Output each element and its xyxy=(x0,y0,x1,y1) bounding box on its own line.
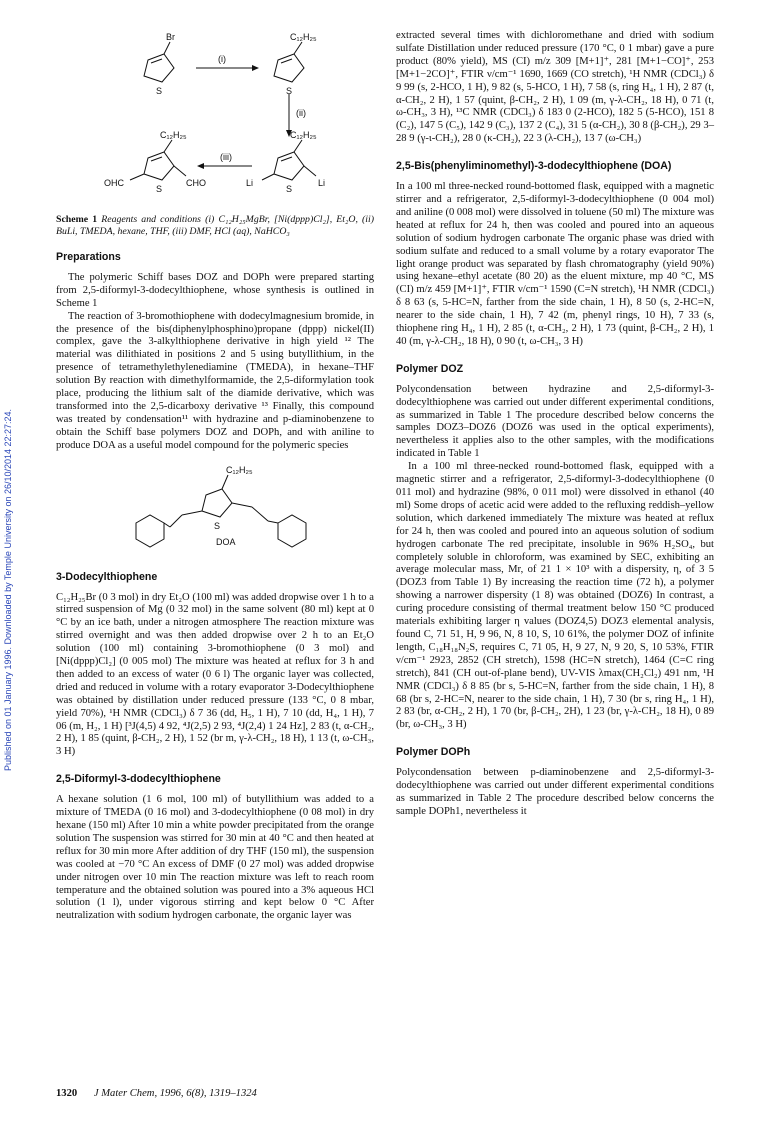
dodecylthiophene-structure xyxy=(274,42,304,82)
c12h25-label: C₁₂H₂₅ xyxy=(226,464,253,475)
download-watermark xyxy=(2,180,14,1000)
c12h25-label: C₁₂H₂₅ xyxy=(290,32,317,42)
step-i-label: (i) xyxy=(218,54,226,64)
doph-paragraph: Polycondensation between p-diaminobenzene and 2,5-diformyl-3-dodecylthiophene was carried out under different experimental conditions as summarized in Table 2 The procedure described below concerns the sample DOPh1, nevertheless it xyxy=(396,767,714,817)
dilithio-structure xyxy=(262,140,316,180)
page-number: 1320 xyxy=(56,1088,78,1099)
diformyl-paragraph: A hexane solution (1 6 mol, 100 ml) of butyllithium was added to a mixture of TMEDA (0 16 mol) and 3-dodecylthiophene (0 08 mol) in dry hexane (150 ml) After 10 min a white powder precipitated from the orange solution The suspension was stirred for 30 min at 40 °C and then heated at reflux for 30 min more After addition of dry THF (150 ml), the suspension was cooled at −70 °C An excess of DMF (0 27 mol) was added dropwise under nitrogen over 10 min The reaction mixture was left to reach room temperature and the obtained solution was poured into a 3% aqueous HCl solution (1 l), under vigorous stirring and kept below 0 °C After neutralization with sodium hydrogen carbonate, the organic layer was xyxy=(56,794,374,922)
preparations-heading: Preparations xyxy=(56,251,121,263)
cho-label: CHO xyxy=(186,178,206,188)
doa-heading: 2,5-Bis(phenyliminomethyl)-3-dodecylthiophene (DOA) xyxy=(396,160,672,173)
doph-heading: Polymer DOPh xyxy=(396,746,471,759)
scheme-1-figure xyxy=(56,30,374,208)
dodecylthiophene-heading: 3-Dodecylthiophene xyxy=(56,570,158,583)
doz-heading: Polymer DOZ xyxy=(396,362,464,375)
br-label: Br xyxy=(166,32,175,42)
caption-text: Reagents and conditions (i) C₁₂H₂₅MgBr, [Ni(dppp)Cl₂], Et₂O, (ii) BuLi, TMEDA, hexane, THF, (iii) DMF, HCl (aq), NaHCO₃ xyxy=(56,214,375,237)
reaction-scheme xyxy=(56,30,374,208)
ohc-label: OHC xyxy=(104,178,124,188)
doa-structure-figure xyxy=(56,461,374,557)
c12h25-label: C₁₂H₂₅ xyxy=(290,130,317,140)
download-note: Published on 01 January 1996. Downloaded by Temple University on 26/10/2014 22:27:24. xyxy=(3,408,13,772)
right-column xyxy=(396,30,714,819)
left-column xyxy=(56,30,374,923)
s-label: S xyxy=(286,86,293,96)
diformyl-heading: 2,5-Diformyl-3-dodecylthiophene xyxy=(56,773,221,786)
doa-label: DOA xyxy=(216,536,236,547)
continued-paragraph: extracted several times with dichloromethane and dried with sodium sulfate Distillation under reduced pressure (170 °C, 0 1 mbar) gave a pure product (80% yield), MS (CI) m/z 309 [M+1]⁺, 281 [M+1−CO]⁺, 253 [M+1−2CO]⁺, FTIR ν/cm⁻¹ 1690, 1669 (CO stretch), ¹H NMR (CDCl₃) δ 9 99 (s, 2-HCO, 1 H), 9 82 (s, 5-HCO, 1 H), 7 58 (s, ring H₄, 1 H), 2 87 (t, α-CH₂, 2 H), 1 57 (quint, β-CH₂, 2 H), 1 09 (m, γ-λ-CH₂, 18 H), 0 71 (t, ω-CH₃, 3 H), ¹³C NMR (CDCl₃) δ 183 0 (2-HCO), 182 5 (5-HCO), 151 8 (C₂), 147 5 (C₅), 142 9 (C₃), 137 2 (C₄), 31 5 (α-CH₂), 30 8 (β-CH₂), 29 3–28 9 (γ-ι-CH₂), 28 0 (κ-CH₂), 22 3 (λ-CH₂), 13 7 (ω-CH₃) xyxy=(396,30,714,145)
scheme-caption xyxy=(56,214,374,237)
prep-paragraph-1: The polymeric Schiff bases DOZ and DOPh were prepared starting from 2,5-diformyl-3-dodecylthiophene, whose synthesis is outlined in Scheme 1 xyxy=(56,271,374,309)
diformyl-structure xyxy=(130,140,186,180)
journal-reference: J Mater Chem, 1996, 6(8), 1319–1324 xyxy=(93,1088,257,1099)
doz-paragraph-2: In a 100 ml three-necked round-bottomed flask, equipped with a magnetic stirrer and a refrigerator, 2,5-diformyl-3-dodecylthiophene (0 011 mol) and hydrazine (98%, 0 011 mol) were dissolved in ethanol (40 ml) Some drops of acetic acid were added to the refluxing reddish–yellow solution, which darkened immediately The mixture was heated at reflux for 24 h, then was cooled and poured into an aqueous solution of sodium hydrogen carbonate The red precipitate, insoluble in 96% H₂SO₄, but completely soluble in chloroform, was examined by SEC, exhibiting an average molecular mass, Mr, of 21 1 × 10³ with a dispersity, η, of 3 5 (DOZ3 from Table 1) By increasing the reaction time (72 h), a polymer showing a narrower dispersity (1 8) was obtained (DOZ6) In contrast, a curing procedure consisting of thermal treatment below 150 °C produced materials exhibiting larger η values (DOZ4,5) DOZ3 elemental analysis, found C, 71 51, H, 9 96, N, 8 10, S, 10 61%, the polymer DOZ of infinite length, C₁₈H₁₈N₂S, requires C, 71 05, H, 9 27, N, 9 20, S, 10 53%, FTIR ν/cm⁻¹ 2923, 2852 (CH stretch), 1598 (HC=N stretch), 1464 (C=C ring stretch), 841 (CH out-of-plane bend), UV-VIS λmax(CH₂Cl₂) 491 nm, ¹H NMR (CDCl₃) δ 8 85 (br s, 5-HC=N, farther from the side chain, 1 H), 8 68 (br s, 2-HC=N, nearer to the side chain, 1 H), 7 30 (br s, ring H₄, 1 H), 2 83 (br, α-CH₂, 2 H), 1 70 (br, β-CH₂, 2H), 1 23 (br, γ-λ-CH₂, 18 H), 0 89 (br, ω-CH₃, 3 H) xyxy=(396,461,714,731)
doa-structure xyxy=(56,461,374,557)
bromothiophene-structure xyxy=(144,42,174,82)
prep-paragraph-2: The reaction of 3-bromothiophene with dodecylmagnesium bromide, in the presence of the bis(diphenylphosphino)propane (dppp) nickel(II) complex, gave the 3-alkylthiophene derivative in high yield ¹² The material was dilithiated in positions 2 and 5 using butyllithium, in the presence of tetramethylethylenediamine (TMEDA), in hexane–THF solution By reaction with dimethylformamide, the 2,5-diformylation took place, producing the lithium salt of the diamide derivative, which was transformed into the 2,5-dicarboxy derivative ¹³ Finally, this compound was treated by condensation¹¹ with hydrazine and p-diaminobenzene to obtain the Schiff base polymers DOZ and DOPh, and with aniline to produce DOA as a useful model compound for the polymeric species xyxy=(56,310,374,451)
s-label: S xyxy=(286,184,293,194)
step-ii-label: (ii) xyxy=(296,108,306,118)
s-label: S xyxy=(214,520,221,531)
s-label: S xyxy=(156,86,163,96)
c12h25-label: C₁₂H₂₅ xyxy=(160,130,187,140)
caption-label: Scheme 1 xyxy=(56,214,98,225)
s-label: S xyxy=(156,184,163,194)
dodecylthiophene-paragraph: C₁₂H₂₅Br (0 3 mol) in dry Et₂O (100 ml) was added dropwise over 1 h to a stirred suspension of Mg (0 32 mol) in the same solvent (80 ml) kept at 0 °C by an ice bath, under a nitrogen atmosphere The reaction mixture was stirred overnight and was then added dropwise over 2 h to an Et₂O solution (100 ml) containing 3-bromothiophene (0 3 mol) and [Ni(dppp)Cl₂] (0 005 mol) The mixture was heated at reflux for 3 h and then added to an excess of water (0 6 l) The organic layer was collected, dried and reduced in volume with a rotary evaporator 3-Dodecylthiophene was obtained by distillation under reduced pressure (133 °C, 0 8 mbar, yield 70%), ¹H NMR (CDCl₃) δ 7 36 (dd, H₅, 1 H), 7 10 (dd, H₄, 1 H), 7 06 (m, H₂, 1 H) [³J(4,5) 4 92, ⁴J(2,5) 2 93, ⁴J(2,4) 1 24 Hz], 2 83 (t, α-CH₂, 2 H), 1 85 (quint, β-CH₂, 2 H), 1 52 (br m, γ-λ-CH₂, 18 H), 1 13 (t, ω-CH₃, 3 H) xyxy=(56,591,374,758)
step-iii-label: (iii) xyxy=(220,152,232,162)
li-label: Li xyxy=(246,178,254,188)
li-label: Li xyxy=(318,178,326,188)
doz-paragraph-1: Polycondensation between hydrazine and 2,5-diformyl-3-dodecylthiophene was carried out under different experimental conditions, as summarized in Table 1 The procedure described below concerns the samples DOZ3–DOZ6 (DOZ6 was used in the optical experiments), nevertheless it applies also to the other samples, with the modifications indicated in Table 1 xyxy=(396,383,714,460)
doa-paragraph: In a 100 ml three-necked round-bottomed flask, equipped with a magnetic stirrer and a refrigerator, 2,5-diformyl-3-dodecylthiophene (0 004 mol) and aniline (0 008 mol) were dissolved in toluene (50 ml) The mixture was heated at reflux for 24 h, then was cooled and poured into an aqueous solution of sodium hydrogen carbonate The organic phase was dried with sodium sulfate and reduced to a small volume by a rotary evaporator The light orange product was separated by flash chromatography (yield 90%) using hexane–ethyl acetate (80 20) as the eluent mixture, mp 40 °C, MS (CI) m/z 459 [M+1]⁺, FTIR ν/cm⁻¹ 1590 (C=N stretch), ¹H NMR (CDCl₃) δ 8 63 (s, 5-HC=N, farther from the side chain, 1 H), 8 50 (s, 2-HC=N, nearer to the side chain, 1 H), 7 42 (m, phenyl rings, 10 H), 7 33 (s, thiophene ring H₄, 1 H), 2 85 (t, α-CH₂, 2 H), 1 73 (quint, β-CH₂, 2 H), 1 40 (m, γ-λ-CH₂, 18 H), 0 90 (t, ω-CH₃, 3 H) xyxy=(396,181,714,347)
page-footer xyxy=(56,1088,257,1099)
